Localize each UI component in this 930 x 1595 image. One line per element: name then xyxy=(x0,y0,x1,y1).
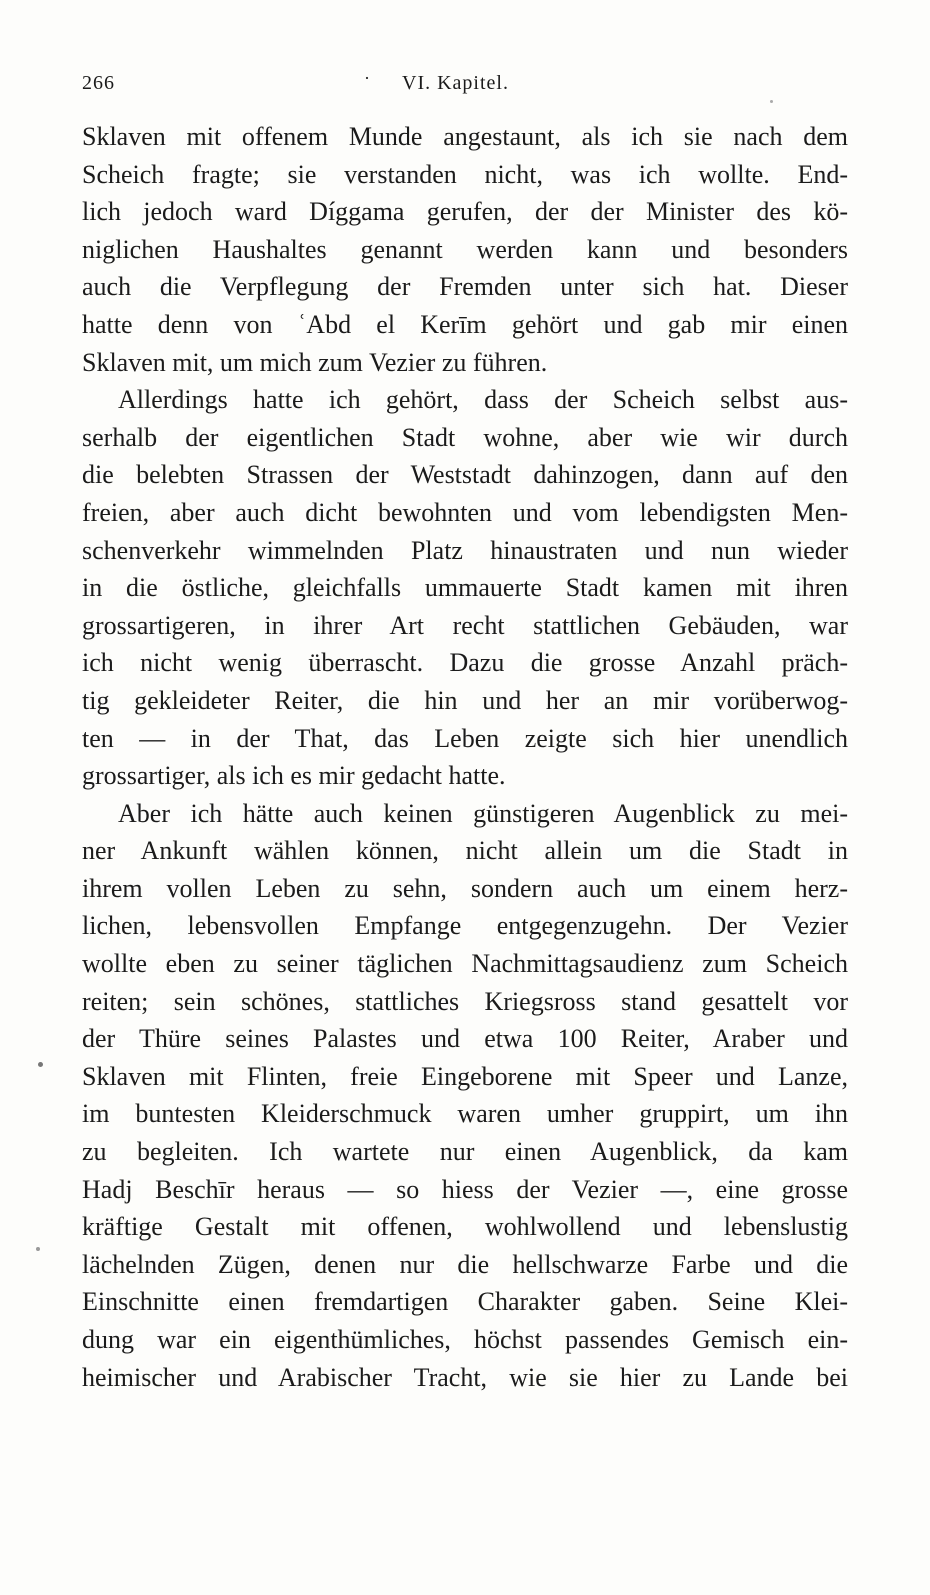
text-line: serhalb der eigentlichen Stadt wohne, aber wie wir durch xyxy=(82,422,848,452)
text-line: dung war ein eigenthümliches, höchst passendes Gemisch ein- xyxy=(82,1325,848,1354)
text-line: Sklaven mit, um mich zum Vezier zu führen. xyxy=(82,347,548,377)
text-line: lich jedoch ward Díggama gerufen, der der Minister des kö- xyxy=(82,197,848,227)
text-line: hatte denn von ʿAbd el Kerīm gehört und gab mir einen xyxy=(82,309,848,339)
text-line: freien, aber auch dicht bewohnten und vom lebendigsten Men- xyxy=(82,497,848,527)
text-line: ten — in der That, das Leben zeigte sich hier unendlich xyxy=(82,723,848,753)
text-line: grossartigeren, in ihrer Art recht stattlichen Gebäuden, war xyxy=(82,610,848,640)
header-separator: · xyxy=(364,68,370,88)
paragraph-2 xyxy=(82,381,848,795)
text-line: ihrem vollen Leben zu sehn, sondern auch um einem herz- xyxy=(82,873,848,903)
text-line: die belebten Strassen der Weststadt dahinzogen, dann auf den xyxy=(82,460,848,490)
paragraph-3 xyxy=(82,795,848,1397)
ink-speck xyxy=(770,100,773,103)
text-line: in die östliche, gleichfalls ummauerte Stadt kamen mit ihren xyxy=(82,573,848,603)
text-line: Einschnitte einen fremdartigen Charakter gaben. Seine Klei- xyxy=(82,1287,848,1317)
ink-speck xyxy=(38,1062,43,1067)
ink-speck xyxy=(36,1247,40,1251)
text-line: ner Ankunft wählen können, nicht allein um die Stadt in xyxy=(82,836,848,866)
page-number: 266 xyxy=(82,72,115,94)
text-line: im buntesten Kleiderschmuck waren umher gruppirt, um ihn xyxy=(82,1099,848,1129)
text-line: Sklaven mit offenem Munde angestaunt, als ich sie nach dem xyxy=(82,122,848,151)
running-title: VI. Kapitel. xyxy=(402,72,509,94)
text-line: der Thüre seines Palastes und etwa 100 Reiter, Araber und xyxy=(82,1024,848,1054)
text-line: heimischer und Arabischer Tracht, wie sie hier zu Lande bei xyxy=(82,1362,848,1392)
text-line: Hadj Beschīr heraus — so hiess der Vezier —, eine grosse xyxy=(82,1174,848,1204)
text-line: wollte eben zu seiner täglichen Nachmittagsaudienz zum Scheich xyxy=(82,949,848,979)
text-line: zu begleiten. Ich wartete nur einen Augenblick, da kam xyxy=(82,1137,848,1167)
text-line: schenverkehr wimmelnden Platz hinaustraten und nun wieder xyxy=(82,535,848,565)
text-line: tig gekleideter Reiter, die hin und her an mir vorüberwog- xyxy=(82,685,848,715)
text-line: grossartiger, als ich es mir gedacht hatte. xyxy=(82,761,506,791)
text-line: auch die Verpflegung der Fremden unter sich hat. Dieser xyxy=(82,272,848,302)
text-line: Scheich fragte; sie verstanden nicht, was ich wollte. End- xyxy=(82,159,848,189)
text-line: kräftige Gestalt mit offenen, wohlwollend und lebenslustig xyxy=(82,1212,848,1242)
text-line: Allerdings hatte ich gehört, dass der Scheich selbst aus- xyxy=(118,385,848,415)
body-text xyxy=(82,118,848,1396)
text-line: lichen, lebensvollen Empfange entgegenzugehn. Der Vezier xyxy=(82,911,848,941)
text-line: lächelnden Zügen, denen nur die hellschwarze Farbe und die xyxy=(82,1249,848,1279)
text-line: Sklaven mit Flinten, freie Eingeborene mit Speer und Lanze, xyxy=(82,1061,848,1091)
text-line: niglichen Haushaltes genannt werden kann und besonders xyxy=(82,234,848,264)
text-line: ich nicht wenig überrascht. Dazu die grosse Anzahl präch- xyxy=(82,648,848,678)
paragraph-1 xyxy=(82,118,848,381)
page-header xyxy=(82,68,852,102)
text-line: reiten; sein schönes, stattliches Kriegsross stand gesattelt vor xyxy=(82,986,848,1016)
text-line: Aber ich hätte auch keinen günstigeren Augenblick zu mei- xyxy=(118,798,848,828)
